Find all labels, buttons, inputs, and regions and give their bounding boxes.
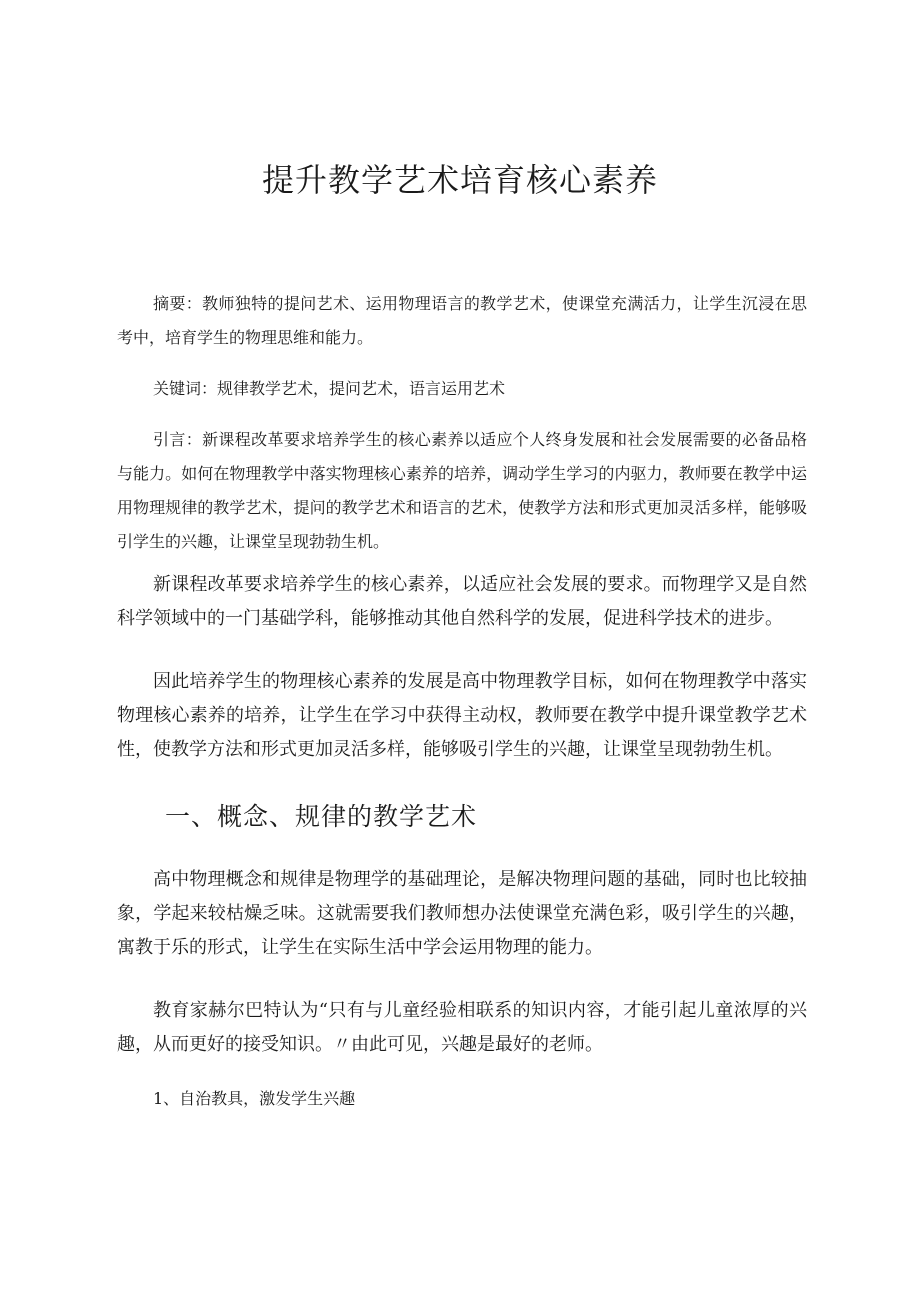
body-paragraph: 因此培养学生的物理核心素养的发展是高中物理教学目标，如何在物理教学中落实物理核心素养的培养，让学生在学习中获得主动权，教师要在教学中提升课堂教学艺术性，使教学方法和形式更加灵活多样，能够吸引学生的兴趣，让课堂呈现勃勃生机。 <box>117 671 807 760</box>
abstract-paragraph: 摘要：教师独特的提问艺术、运用物理语言的教学艺术，使课堂充满活力，让学生沉浸在思考中，培育学生的物理思维和能力。 <box>117 294 807 347</box>
document-title: 提升教学艺术培育核心素养 <box>261 161 658 199</box>
body-paragraph: 新课程改革要求培养学生的核心素养，以适应社会发展的要求。而物理学又是自然科学领域中的一门基础学科，能够推动其他自然科学的发展，促进科学技术的进步。 <box>117 574 807 629</box>
subheading: 1、自治教具，激发学生兴趣 <box>153 1089 356 1108</box>
section-paragraph: 教育家赫尔巴特认为“只有与儿童经验相联系的知识内容，才能引起儿童浓厚的兴趣，从而更好的接受知识。〃由此可见，兴趣是最好的老师。 <box>117 1000 807 1055</box>
keywords-paragraph: 关键词：规律教学艺术，提问艺术，语言运用艺术 <box>153 379 506 398</box>
section-heading: 一、概念、规律的教学艺术 <box>165 802 478 831</box>
introduction-paragraph: 引言：新课程改革要求培养学生的核心素养以适应个人终身发展和社会发展需要的必备品格与能力。如何在物理教学中落实物理核心素养的培养，调动学生学习的内驱力，教师要在教学中运用物理规律的教学艺术，提问的教学艺术和语言的艺术，使教学方法和形式更加灵活多样，能够吸引学生的兴趣，让课堂呈现勃勃生机。 <box>117 430 807 551</box>
section-paragraph: 高中物理概念和规律是物理学的基础理论，是解决物理问题的基础，同时也比较抽象，学起来较枯燥乏味。这就需要我们教师想办法使课堂充满色彩，吸引学生的兴趣，寓教于乐的形式，让学生在实际生活中学会运用物理的能力。 <box>117 869 807 958</box>
